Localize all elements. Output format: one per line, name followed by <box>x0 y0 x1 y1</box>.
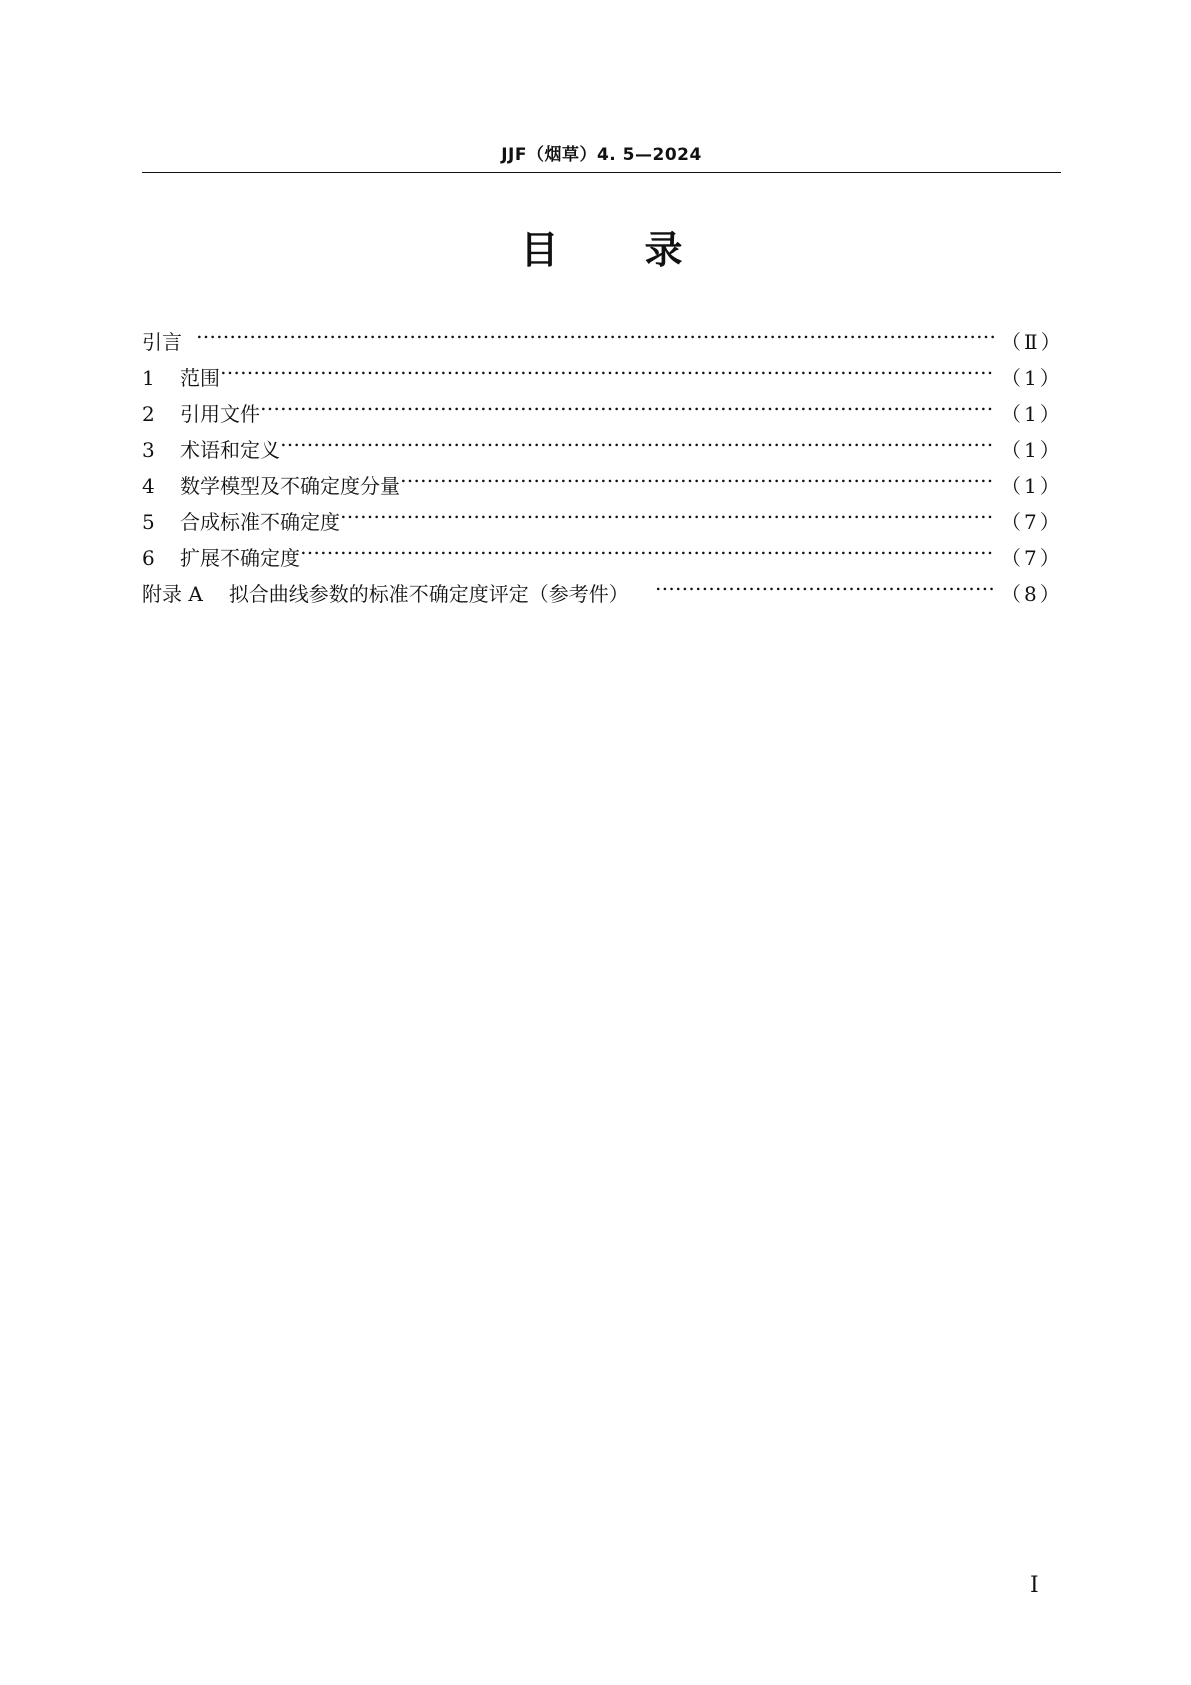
toc-entry-page: （Ⅱ） <box>1001 330 1064 354</box>
toc-entry-page: （8） <box>1001 582 1063 606</box>
toc-entry-2[interactable] <box>142 385 1063 426</box>
toc-dot-leader <box>400 457 995 493</box>
header-rule <box>142 172 1061 173</box>
toc-entry-page: （1） <box>1001 402 1063 426</box>
toc-entry-number: 附录 A <box>142 582 203 606</box>
toc-title-char-1: 目 <box>520 228 559 272</box>
toc-entry-label: 引言 <box>142 330 182 354</box>
toc-entry-foreword[interactable] <box>142 313 1064 354</box>
toc-entry-number: 3 <box>142 438 155 462</box>
toc-dot-leader <box>300 529 995 565</box>
page-number: Ⅰ <box>1030 1573 1039 1598</box>
toc-entry-number: 2 <box>142 402 155 426</box>
toc-entry-1[interactable] <box>142 349 1063 390</box>
toc-entry-label: 数学模型及不确定度分量 <box>180 474 400 498</box>
toc-entry-page: （1） <box>1001 474 1063 498</box>
toc-dot-leader <box>340 493 995 529</box>
toc-title-char-2: 录 <box>644 228 683 272</box>
toc-entry-number: 4 <box>142 474 155 498</box>
toc-title <box>142 226 1061 274</box>
toc-dot-leader <box>280 421 995 457</box>
toc-entry-label: 拟合曲线参数的标准不确定度评定（参考件） <box>228 582 629 606</box>
toc-dot-leader <box>220 349 995 385</box>
running-header: JJF（烟草）4. 5—2024 <box>501 145 702 165</box>
toc-dot-leader <box>196 313 995 349</box>
toc-entry-number: 1 <box>142 366 155 390</box>
table-of-contents <box>142 313 1064 606</box>
toc-dot-leader <box>655 565 995 601</box>
toc-entry-page: （7） <box>1001 546 1063 570</box>
toc-entry-label: 范围 <box>180 366 220 390</box>
toc-entry-page: （1） <box>1001 366 1063 390</box>
toc-entry-3[interactable] <box>142 421 1063 462</box>
toc-entry-label: 术语和定义 <box>180 438 280 462</box>
toc-entry-label: 引用文件 <box>180 402 260 426</box>
toc-entry-number: 6 <box>142 546 155 570</box>
toc-entry-page: （1） <box>1001 438 1063 462</box>
toc-entry-number: 5 <box>142 510 155 534</box>
toc-entry-page: （7） <box>1001 510 1063 534</box>
toc-entry-label: 合成标准不确定度 <box>180 510 340 534</box>
toc-entry-label: 扩展不确定度 <box>180 546 300 570</box>
toc-dot-leader <box>260 385 995 421</box>
